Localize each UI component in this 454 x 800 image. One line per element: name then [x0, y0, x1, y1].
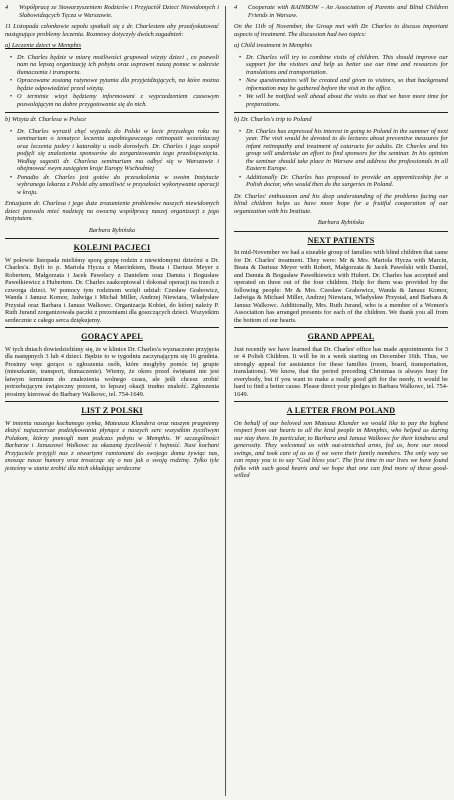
list-item: • Ponadto dr. Charles jest gotów do przeszkolenia w swoim Instytucie wybranego lekarza z Polski aby umożliwić w przyszłości wykonywanie operacji w kraju. — [9, 173, 219, 196]
closing-paragraph: Dr. Charles' enthusiasm and his deep understanding of the problems facing our blind children helps us have more hope for a fruitful cooperation of our organization with his Institute. — [234, 192, 448, 215]
item-4 — [5, 4, 219, 19]
section-rule — [234, 327, 448, 328]
list-item: • Additionally Dr. Charles has proposed to provide an apprenticeship for a Polish doctor, who would then do the surgeries in Poland. — [238, 173, 448, 188]
meeting-intro: 11 Listopada członkowie sepołu spotkali się z dr. Charlestem aby przedyskutować następujące problemy leczenia. Rozmowy dotyczyły dwóch zagadnień: — [5, 23, 219, 38]
section-a-title: a) Leczenie dzieci w Memphis — [5, 42, 82, 49]
list-item: • Opracowane zostaną rutynowe pytania dla przyjeżdżających, na które można będzie odpowiedzieć przed wizytą. — [9, 77, 219, 92]
section-rule — [5, 238, 219, 239]
english-column — [234, 4, 448, 482]
section-rule — [5, 112, 219, 113]
item-4 — [234, 4, 448, 19]
signature: Barbara Rybińska — [317, 219, 365, 226]
heading-letter: A LETTER FROM POLAND — [286, 406, 396, 415]
column-divider — [225, 6, 226, 796]
section-rule — [5, 401, 219, 402]
list-item: • New questionnaires will be created and given to visitors, so that background information may be gathered before the visit in the office. — [238, 77, 448, 92]
list-item: • Dr. Charles będzie w miarę możliwości grupował wizyty dzieci , co pozwoli nam na lepszą organizację ich pobytu oraz usprawni naszą pomoc w zakresie tłumaczenia i transportu. — [9, 53, 219, 76]
item-number: 4 — [234, 4, 238, 11]
section-b-list — [234, 128, 448, 189]
section-rule — [234, 112, 448, 113]
next-patients-body: In mid-November we had a sizeable group of families with blind children that came for Dr. Charles' treatment. They were: Mr & Mrs. Mariola Hycza with Marcin, Beata & Dariusz Meyer with Robert, Małgorzata & Jacek Pawelski with Daniel, and Danuta & Bogusław Pawełkiewicz with Hubert. Dr. Charles has accepted and operated on three out of the four children. Help for them was provided by the following people: Mr & Mrs. Czesław Grabowicz, Wanda & Janusz Komor, Jadwiga & Michael Miller, Andrzej Niewiara, Władysław Przystał, and Barbara & Janusz Walkowc. Additionally, Mrs. Ruth Jurand, who is a member of a Women's Association has arranged presents for each of the children. We thank you all from the bottom of our hearts. — [234, 249, 448, 324]
signature: Barbara Rybińska — [88, 226, 136, 234]
item-number: 4 — [5, 4, 9, 11]
section-a-list — [5, 54, 219, 109]
item-text: Cooperate with RAINBOW - An Association of Parents and Blind Children Friends in Warsaw. — [248, 4, 448, 19]
section-a-list — [234, 54, 448, 109]
appeal-body: Just recently we have learned that Dr. Charles' office has made appointments for 3 or 4 Polish Children. It will be in a week starting on December 16th. Thus, we strongly appeal for assistance for these families (room, board, transportation, translations). We know, that the period preceding Christmas is always busy for everybody, but if you want to make a really good gift for the needy, it would be hard to find a better cause. Please direct your pledges to Barbara Walkowc, tel. 754-1649. — [234, 345, 448, 398]
heading-next-patients: KOLEJNI PACJECI — [73, 243, 151, 252]
polish-column — [5, 4, 219, 474]
heading-next-patients: NEXT PATIENTS — [307, 235, 375, 245]
appeal-body: W tych dniach dowiedzieliśmy się, że w klinice Dr. Charles'a wyznaczono przyjęcia dla następnych 3 lub 4 dzieci. Będzie to w tygodniu zaczynającym się 16 grudnia. Prosimy więc gorąco o zgłoszenia osób, które mogłyby pomóc tej grupie (mieszkanie, transport, tłumaczenie). Wiemy, że okres przed świętami nie jest łatwym terminem do znalezienia wolnego czasu, ale jeśli chcesz zrobić potrzebującym świąteczny prezent, to lepszej okazji trudno znaleźć. Zgłoszenia prosimy kierować do Barbary Walkowc, tel. 754-1649. — [5, 345, 219, 398]
section-rule — [5, 327, 219, 328]
closing-paragraph: Entuzjazm dr. Charlesa i jego duże zrozumienie problemów naszych niewidomych dzieci pozwala mieć nadzieję na owocną współpracę naszej organizacji z jego Instytutem. — [5, 200, 219, 222]
list-item: • Dr. Charles wyraził chęć wyjazdu do Polski w lecie przyszłego roku na seminarium o tematyce leczenia zapobiegawczego retinopatii wcześniaczej oraz leczenia jaskry i katarakty u osób dorosłych. Dr. Charles i jego zespół podjęli się znalezienia sponsorów do zorganizowania tego przedsięwzięcia. Według sugestii dr. Charlesa seminarium ma odbyć się w Warszawie i obejmować swym zasięgiem kraje Europy Wschodniej — [9, 127, 219, 172]
list-item: • Dr. Charles has expressed his interest in going to Poland in the summer of next year. The visit would be devoted to do lectures about preventive measures for infant retinopathy and treatment of cataracts for adults. Dr. Charles and his group will undertake an effort to find sponsors for the seminar. In his opinion the seminar should take place in Warsaw and address the professionals in all Eastern Europe. — [238, 127, 448, 172]
next-patients-body: W połowie listopada mieliśmy sporą grupę rodzin z niewidomymi dziećmi u Dr. Charles'a. Byli to p. Mariola Hycza z Marcinkiem, Beata i Dariusz Meyer z Robertem, Małgorzata i Jacek Pawelscy z Danielem oraz Danuta i Bogusław Pawełkiewicz z Hubertem. Dr. Charles zaakceptował i dokonał operacji na trzech z czworga dzieci. W pomocy tym rodzinom wzięli udział: Czesław Grabowicz, Wanda i Janusz Komor, Jadwiga i Michał Miller, Andrzej Niewiara, Władysław Przystał oraz Barbara i Janusz Walkowc. Organizacja Kobiet, do której należy P. Ruth Jurand zorganizowała paczki z prezentami dla goszczących dzieci. Wszystkim serdecznie z całego serca dziękujemy. — [5, 256, 219, 324]
section-b-title: b) Dr. Charles's trip to Poland — [234, 116, 312, 123]
heading-appeal: GRAND APPEAL — [307, 332, 375, 341]
list-item: • Dr. Charles will try to combine visits of children. This should improve our support for the visitors and help us better use our time and resources for translations and transportation. — [238, 53, 448, 76]
item-text: Współpracę ze Stowarzyszeniem Rodziców i Przyjaciół Dzieci Niewidomych i Słabowidzących Tęcza w Warszawie. — [19, 4, 219, 19]
section-a-title: a) Child treatment in Memphis — [234, 42, 312, 49]
section-rule — [234, 401, 448, 402]
list-item: • We will be notified well ahead about the visits so that we have more time for preparations. — [238, 93, 448, 108]
section-rule — [234, 231, 448, 232]
section-b-title: b) Wizyta dr. Charlesa w Polsce — [5, 116, 87, 123]
letter-body: On behalf of our beloved son Mateusz Klunder we would like to pay the highest respect from our hearts to all the kind people in Memphis, who helped us during our stay there. In particular, to Barbara and Janusz Walkowc for their kindness and generosity. They welcomed us with out-stretched arms, fed us, bore our mood swings, and took care of us as if we were their family members. The only way we can repay you is to say "God bless you". The first time in our lives we have found folks with such good hearts and we hope that one can find more of these good-willed — [234, 419, 448, 479]
heading-letter: LIST Z POLSKI — [81, 406, 143, 415]
list-item: • O terminie wizyt będziemy informowani z wyprzedzeniem czasowym pozwalającym na dobre przygotowanie się do nich. — [9, 93, 219, 108]
letter-body: W imieniu naszego kochanego synka, Mateusza Klundera oraz naszym pragniemy złożyć najszczersze podziękowania płynące z naszych serc wszystkim życzliwym Polakom, którzy pomogli nam podczas pobytu w Memphis. W szczególności Barbarze i Januszowi Walkowc za okazaną życzliwość i hojność. Nasi kochani Przyjaciele przyjęli nas z otwartymi ramionami do swojego domu żywiąc nas, znosząc nasze humory oraz troszcząc się o nas jak o swoją rodzinę. Tylko tyle jesteśmy w stanie zrobić dla nich składając serdeczne — [5, 419, 219, 472]
meeting-intro: On the 11th of November, the Group met with Dr. Charles to discuss important aspects of treatment. The discussion had two topics: — [234, 23, 448, 38]
section-b-list — [5, 128, 219, 197]
heading-appeal: GORĄCY APEL — [81, 332, 143, 341]
